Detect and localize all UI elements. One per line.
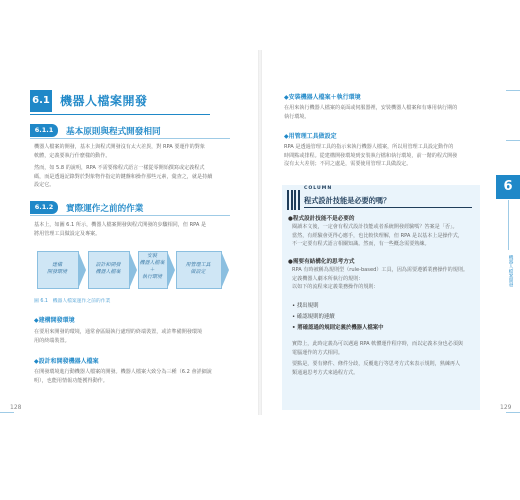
- chapter-tab-label: 機器人檔案開發: [508, 255, 513, 288]
- flow-arrow: [78, 251, 86, 289]
- bullet-paragraph: 在用來執行機器人檔案的桌面或伺服器裡，安裝機器人檔案和有專用執行期的 執行環境。: [284, 105, 458, 120]
- flow-step-1: 建構 開發環境: [46, 262, 67, 275]
- column-paragraph: 要點是，要有條件、條件分歧，反覆進行等思考方式來表示規則，熟練再人 類通過思考方式來過程方式。: [292, 361, 461, 376]
- bullet-heading: ◆建構開發環境: [34, 317, 75, 324]
- column-list-item: • 確認規則的連續: [292, 314, 335, 320]
- page-number-right: 129: [500, 404, 512, 411]
- column-paragraph: RPA 有時被稱為規則型（rule-based）工具，因為需要遵循業務操作的規則。 定義機器人劇本所執行的規則： 以如下的流程來定義業務操作的規則：: [292, 267, 469, 291]
- section-number-6-1-1: 6.1.1: [30, 124, 58, 137]
- flow-step-3: 安裝 機器人檔案 ＋ 執行環境: [139, 253, 165, 280]
- section-paragraph: 基本上，如圖 6.1 所示，機器人檔案開發與程式開發的步驟相同，但 RPA 是 將用管理工具做設定及專案。: [34, 222, 207, 237]
- page-edge-mark: [506, 90, 520, 91]
- section-title-6-1-1: 基本原則與程式開發相同: [66, 127, 161, 137]
- page-edge-mark: [0, 412, 14, 413]
- page-number-left: 128: [10, 404, 22, 411]
- bullet-heading: ◆安裝機器人檔案＋執行環境: [284, 94, 361, 101]
- chapter-tab-number: 6: [496, 175, 520, 199]
- column-title-rule: [304, 207, 472, 208]
- column-bars-icon: [287, 190, 301, 214]
- flow-step-4: 用管理工具 做設定: [185, 262, 211, 275]
- bullet-paragraph: RPA 是透過管理工具的指示來執行機器人檔案，所以用管理工具設定動作的 時間點或排程。從建構開發環境到安裝執行檔和執行環境，前一階的程式開發 沒有太大差別；不同之處是，需要使用管理工具做設定。: [284, 144, 458, 168]
- page-edge-mark: [506, 140, 520, 141]
- bullet-paragraph: 在開發環境進行動機器人檔案的開發。機器人檔案大致分為三種（6.2 會詳細說 明），也能用情報功能獲得動作。: [34, 369, 212, 384]
- column-list-item: • 將確認過的規則定義於機器人檔案中: [292, 325, 384, 331]
- chapter-title: 機器人檔案開發: [60, 94, 148, 108]
- section-rule: [30, 215, 230, 216]
- flow-arrow: [221, 251, 229, 289]
- section-rule: [30, 138, 230, 139]
- column-subheading: ●需要有結構化的思考方式: [288, 259, 355, 265]
- chapter-tab-line: [508, 200, 509, 250]
- flow-step-2: 設計和開發 機器人檔案: [95, 262, 121, 275]
- chapter-number: 6.1: [30, 90, 52, 112]
- column-title: 程式設計技能是必要的嗎？: [304, 196, 391, 205]
- column-subheading: ●程式設計技能不是必要的: [288, 216, 355, 222]
- page-edge-mark: [506, 412, 520, 413]
- section-title-6-1-2: 實際運作之前的作業: [66, 204, 144, 214]
- bullet-heading: ◆設計和開發機器人檔案: [34, 358, 99, 365]
- section-paragraph: 然而，如 5.8 的說明，RPA 不需要像程式語言一樣從零開始撰寫或定義程式 碼，而是透過記錄對於對象物作指定的鍵盤和操作那些元素，彙查之，就是持續 設定它。: [34, 165, 213, 189]
- bullet-paragraph: 在要用來開發的環境，通常會區隔執行處理的終端裝置，或許準備開發環境 用的終端裝置。: [34, 329, 203, 344]
- column-list-item: • 找出規則: [292, 303, 319, 309]
- section-number-6-1-2: 6.1.2: [30, 201, 58, 214]
- chapter-rule: [30, 114, 210, 115]
- column-paragraph: 實際上，此時定義為可以遇過 RPA 軟體運作程序時，而以定義本身也必須與 電腦運作的方式相同。: [292, 341, 463, 356]
- column-label: COLUMN: [304, 186, 333, 191]
- section-paragraph: 機器人檔案的開發，基本上與程式開發沒有太大差異，對 RPA 要運作的對象 軟體，定義要執行什麼樣的動作。: [34, 144, 205, 159]
- bullet-heading: ◆用管理工具做設定: [284, 133, 337, 140]
- column-paragraph: 閱讀本文後，一定會有程式設計技能或者系統開發經驗嗎？答案是「否」。 當然，有經驗會更得心應手，也比較快理解，但 RPA 是以基本上是操作式， 不一定要有程式語言相關知識。然而，有一些概念需要熟練。: [292, 224, 463, 248]
- figure-caption: 圖 6.1 機器人檔案運作之前的作業: [34, 299, 111, 304]
